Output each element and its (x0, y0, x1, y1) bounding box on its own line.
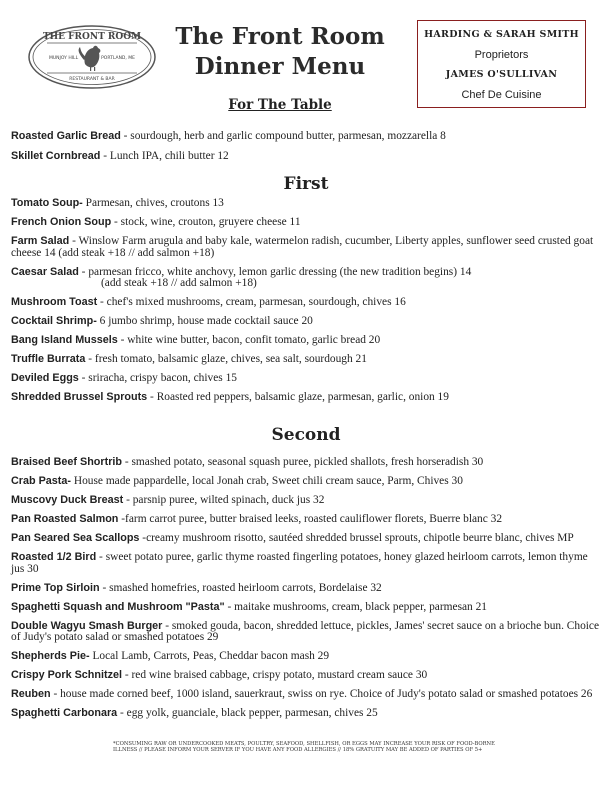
item-name: Spaghetti Carbonara (11, 707, 118, 719)
menu-item (11, 552, 601, 575)
proprietor-role: Proprietors (474, 49, 529, 61)
logo-left-text: MUNJOY HILL (49, 56, 79, 61)
first-section (11, 198, 601, 404)
item-name: Truffle Burrata (11, 353, 86, 365)
menu-item (11, 689, 601, 701)
menu-item (11, 151, 601, 163)
item-name: Pan Seared Sea Scallops (11, 532, 140, 544)
item-desc: - maitake mushrooms, cream, black pepper, parmesan 21 (224, 600, 487, 613)
item-desc: - sourdough, herb and garlic compound butter, parmesan, mozzarella 8 (120, 130, 446, 142)
menu-item (11, 514, 601, 526)
item-desc: - parsnip puree, wilted spinach, duck jus 32 (123, 494, 325, 506)
title-line-2: Dinner Menu (194, 53, 366, 80)
item-name: Farm Salad (11, 235, 70, 247)
menu-item (11, 708, 601, 720)
proprietors-box (417, 20, 586, 108)
item-name: Bang Island Mussels (11, 334, 118, 346)
item-desc: - stock, wine, crouton, gruyere cheese 11 (111, 216, 301, 228)
item-name: Pan Roasted Salmon (11, 513, 119, 525)
item-name: Shredded Brussel Sprouts (11, 391, 148, 403)
item-desc: - house made corned beef, 1000 island, sauerkraut, swiss on rye. Choice of Judy's potato salad or smashed potatoes 26 (50, 688, 593, 700)
menu-item (11, 297, 601, 309)
item-desc: - parmesan fricco, white anchovy, lemon garlic dressing (the new tradition begins) 14 (78, 265, 472, 278)
item-name: Deviled Eggs (11, 372, 79, 384)
chef-name: JAMES O'SULLIVAN (445, 69, 558, 80)
item-name: Cocktail Shrimp- (11, 315, 97, 327)
menu-item (11, 533, 601, 545)
item-name: Spaghetti Squash and Mushroom "Pasta" (11, 600, 225, 613)
item-addon: (add steak +18 // add salmon +18) (101, 277, 257, 289)
menu-item (11, 217, 601, 229)
menu-item (11, 131, 601, 143)
logo-bottom-text: RESTAURANT & BAR (69, 77, 115, 82)
item-desc: - sriracha, crispy bacon, chives 15 (78, 372, 237, 384)
menu-item (11, 236, 601, 259)
second-section (11, 457, 601, 720)
item-desc: - fresh tomato, balsamic glaze, chives, sea salt, sourdough 21 (85, 353, 367, 365)
menu-item (11, 670, 601, 682)
item-desc: - Lunch IPA, chili butter 12 (100, 149, 229, 162)
for-the-table-heading: For The Table (228, 97, 332, 113)
item-name: Caesar Salad (11, 265, 79, 278)
menu-item (11, 476, 601, 488)
menu-item (11, 267, 601, 279)
item-desc: Local Lamb, Carrots, Peas, Cheddar bacon mash 29 (89, 650, 330, 662)
item-name: Skillet Cornbread (11, 149, 101, 162)
menu-item (11, 583, 601, 595)
item-desc: - Winslow Farm arugula and baby kale, watermelon radish, cucumber, Liberty apples, sunflower seed crusted goat cheese 14 (add steak +18 // add salmon +18) (11, 235, 594, 259)
menu-item (11, 602, 601, 614)
item-name: Roasted Garlic Bread (11, 130, 121, 142)
menu-item (11, 335, 601, 347)
item-name: Tomato Soup- (11, 197, 83, 209)
item-name: Mushroom Toast (11, 296, 98, 308)
menu-item (11, 373, 601, 385)
menu-item (11, 354, 601, 366)
item-name: Reuben (11, 688, 51, 700)
first-heading: First (283, 174, 329, 194)
item-desc: - egg yolk, guanciale, black pepper, parmesan, chives 25 (117, 707, 378, 719)
menu-item (11, 392, 601, 404)
item-desc: - smashed homefries, roasted heirloom carrots, Bordelaise 32 (99, 581, 382, 594)
menu-title (170, 22, 390, 82)
item-desc: Parmesan, chives, croutons 13 (82, 197, 224, 209)
menu-item (11, 457, 601, 469)
chef-role: Chef De Cuisine (461, 89, 542, 101)
item-name: Braised Beef Shortrib (11, 456, 122, 468)
item-desc: 6 jumbo shrimp, house made cocktail sauce 20 (96, 315, 313, 327)
item-desc: - smashed potato, seasonal squash puree, pickled shallots, fresh horseradish 30 (122, 456, 484, 468)
menu-item (11, 198, 601, 210)
menu-item (11, 651, 601, 663)
item-desc: -farm carrot puree, butter braised leeks, roasted cauliflower florets, Buerre blanc 32 (118, 513, 503, 525)
item-desc: - chef's mixed mushrooms, cream, parmesan, sourdough, chives 16 (97, 296, 406, 308)
item-desc: - smoked gouda, bacon, shredded lettuce, pickles, James' secret sauce on a brioche bun. Choice of Judy's potato salad or smashed potatoes 29 (11, 619, 600, 643)
item-desc: - white wine butter, bacon, confit tomato, garlic bread 20 (117, 334, 381, 346)
logo-name: THE FRONT ROOM (42, 32, 142, 42)
item-desc: -creamy mushroom risotto, sautéed shredded brussel sprouts, chipotle beurre blanc, chives MP (139, 532, 574, 544)
item-name: Crispy Pork Schnitzel (11, 669, 123, 681)
item-name: Shepherds Pie- (11, 650, 90, 662)
for-the-table-section (11, 131, 601, 162)
item-desc: - Roasted red peppers, balsamic glaze, parmesan, garlic, onion 19 (147, 391, 449, 403)
menu-item (11, 316, 601, 328)
item-name: Roasted 1/2 Bird (11, 551, 97, 563)
proprietor-names: HARDING & SARAH SMITH (424, 29, 579, 40)
item-desc: - red wine braised cabbage, crispy potato, mustard cream sauce 30 (122, 669, 428, 681)
item-name: Prime Top Sirloin (11, 581, 100, 594)
menu-item (11, 621, 601, 644)
item-name: Double Wagyu Smash Burger (11, 619, 163, 632)
item-desc: - sweet potato puree, garlic thyme roasted fingerling potatoes, honey glazed heirloom carrots, lemon thyme jus 30 (11, 551, 588, 575)
restaurant-logo (27, 24, 157, 90)
item-name: Crab Pasta- (11, 475, 72, 487)
title-line-1: The Front Room (175, 23, 385, 50)
menu-item (11, 495, 601, 507)
item-name: Muscovy Duck Breast (11, 494, 124, 506)
item-desc: House made pappardelle, local Jonah crab, Sweet chili cream sauce, Parm, Chives 30 (71, 475, 463, 487)
item-name: French Onion Soup (11, 216, 112, 228)
logo-right-text: PORTLAND, ME (101, 56, 135, 61)
second-heading: Second (271, 425, 341, 445)
allergy-disclaimer: *CONSUMING RAW OR UNDERCOOKED MEATS, POULTRY, SEAFOOD, SHELLFISH, OR EGGS MAY INCREASE YOUR RISK OF FOOD-BORNE ILLNESS // PLEASE INFORM YOUR SERVER IF YOU HAVE ANY FOOD ALLERGIES // 18% GRATUITY MAY BE ADDED OF PARTIES OF 5+ (113, 741, 495, 754)
